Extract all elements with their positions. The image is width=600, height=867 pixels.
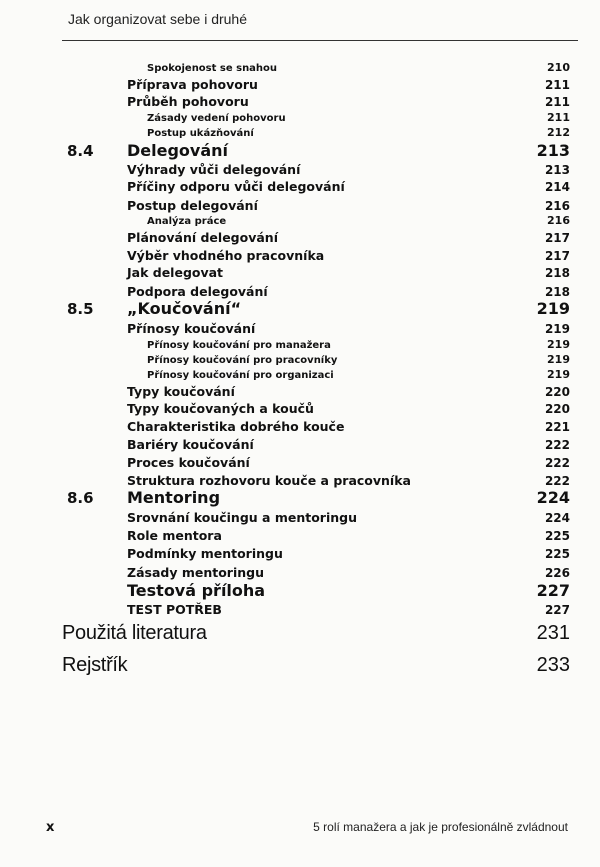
toc-entry-title: Použitá literatura xyxy=(62,622,207,644)
toc-entry xyxy=(0,262,600,282)
toc-entry-title: Jak delegovat xyxy=(127,265,224,280)
toc-page-number: 220 xyxy=(544,402,570,416)
toc-page-number: 214 xyxy=(544,180,570,194)
toc-page-number: 211 xyxy=(547,111,570,124)
toc-page-number: 218 xyxy=(544,266,570,280)
toc-entry-title: Plánování delegování xyxy=(127,230,278,245)
running-header: Jak organizovat sebe i druhé xyxy=(68,11,247,27)
toc-entry-title: Průběh pohovoru xyxy=(127,94,249,109)
toc-entry-title: Postup delegování xyxy=(127,198,258,213)
toc-entry xyxy=(0,363,600,383)
toc-page-number: 211 xyxy=(544,78,570,92)
toc-entry xyxy=(0,434,600,454)
toc-chapter-entry xyxy=(0,654,600,679)
toc-entry xyxy=(0,227,600,247)
toc-entry-title: Výhrady vůči delegování xyxy=(127,162,301,177)
toc-entry xyxy=(0,507,600,527)
toc-page-number: 222 xyxy=(544,474,570,488)
toc-page-number: 210 xyxy=(547,61,570,74)
toc-page-number: 212 xyxy=(547,126,570,139)
toc-page-number: 222 xyxy=(544,456,570,470)
toc-entry-title: Charakteristika dobrého kouče xyxy=(127,419,345,434)
toc-entry-title: TEST POTŘEB xyxy=(127,602,222,617)
toc-entry-title: Rejstřík xyxy=(62,654,128,676)
toc-entry-title: Přínosy koučování pro pracovníky xyxy=(147,355,338,366)
toc-entry xyxy=(0,56,600,76)
toc-entry-title: Mentoring xyxy=(127,488,221,507)
toc-entry-title: Testová příloha xyxy=(127,581,266,600)
toc-page-number: 218 xyxy=(544,285,570,299)
toc-page-number: 217 xyxy=(544,231,570,245)
toc-entry xyxy=(0,281,600,301)
toc-entry-title: Zásady mentoringu xyxy=(127,565,264,580)
toc-entry-title: Postup ukázňování xyxy=(147,128,254,139)
toc-page-number: 227 xyxy=(536,581,570,600)
toc-entry-title: Bariéry koučování xyxy=(127,437,254,452)
toc-section-number: 8.6 xyxy=(67,489,94,507)
toc-entry xyxy=(0,525,600,545)
toc-section-number: 8.4 xyxy=(67,142,94,160)
toc-page-number: 219 xyxy=(547,338,570,351)
toc-page-number: 216 xyxy=(544,199,570,213)
toc-entry-title: Příprava pohovoru xyxy=(127,77,258,92)
toc-entry-title: Zásady vedení pohovoru xyxy=(147,113,286,124)
toc-entry xyxy=(0,543,600,563)
toc-page-number: 231 xyxy=(536,622,570,644)
toc-page-number: 216 xyxy=(547,214,570,227)
toc-entry-title: Srovnání koučingu a mentoringu xyxy=(127,510,357,525)
toc-entry xyxy=(0,470,600,490)
toc-page-number: 211 xyxy=(544,95,570,109)
toc-entry-title: Přínosy koučování pro manažera xyxy=(147,340,331,351)
toc-entry xyxy=(0,599,600,619)
toc-entry xyxy=(0,562,600,582)
toc-page-number: 225 xyxy=(544,529,570,543)
toc-page-number: 219 xyxy=(536,299,570,318)
toc-entry-title: Typy koučovaných a koučů xyxy=(127,401,314,416)
toc-page-number: 226 xyxy=(544,566,570,580)
toc-entry xyxy=(0,452,600,472)
toc-entry-title: „Koučování“ xyxy=(127,299,242,318)
toc-entry xyxy=(0,300,600,320)
toc-entry-title: Analýza práce xyxy=(147,216,227,227)
toc-page-number: 221 xyxy=(544,420,570,434)
toc-section-number: 8.5 xyxy=(67,300,94,318)
toc-entry-title: Výběr vhodného pracovníka xyxy=(127,248,325,263)
toc-entry-title: Příčiny odporu vůči delegování xyxy=(127,179,345,194)
page-number: x xyxy=(46,820,55,835)
toc-chapter-entry xyxy=(0,622,600,647)
toc-page-number: 213 xyxy=(536,141,570,160)
toc-page-number: 220 xyxy=(544,385,570,399)
toc-entry-title: Přínosy koučování pro organizaci xyxy=(147,370,334,381)
toc-page-number: 227 xyxy=(544,603,570,617)
toc-entry-title: Podpora delegování xyxy=(127,284,268,299)
toc-entry-title: Struktura rozhovoru kouče a pracovníka xyxy=(127,473,411,488)
toc-page-number: 219 xyxy=(547,368,570,381)
toc-page-number: 213 xyxy=(544,163,570,177)
toc-page-number: 233 xyxy=(536,654,570,676)
toc-page-number: 225 xyxy=(544,547,570,561)
toc-entry xyxy=(0,121,600,141)
toc-entry-title: Role mentora xyxy=(127,528,222,543)
toc-entry-title: Podmínky mentoringu xyxy=(127,546,283,561)
toc-entry-title: Typy koučování xyxy=(127,384,235,399)
toc-entry xyxy=(0,176,600,196)
toc-page-number: 224 xyxy=(536,488,570,507)
toc-entry xyxy=(0,398,600,418)
toc-page-number: 217 xyxy=(544,249,570,263)
toc-entry xyxy=(0,489,600,509)
toc-page-number: 222 xyxy=(544,438,570,452)
toc-page-number: 224 xyxy=(544,511,570,525)
toc-entry-title: Proces koučování xyxy=(127,455,250,470)
toc-entry-title: Přínosy koučování xyxy=(127,321,256,336)
toc-entry-title: Spokojenost se snahou xyxy=(147,63,278,74)
toc-page-number: 219 xyxy=(547,353,570,366)
toc-page-number: 219 xyxy=(544,322,570,336)
toc-entry xyxy=(0,416,600,436)
toc-entry-title: Delegování xyxy=(127,141,229,160)
toc-entry xyxy=(0,209,600,229)
footer-book-title: 5 rolí manažera a jak je profesionálně zvládnout xyxy=(313,820,568,834)
